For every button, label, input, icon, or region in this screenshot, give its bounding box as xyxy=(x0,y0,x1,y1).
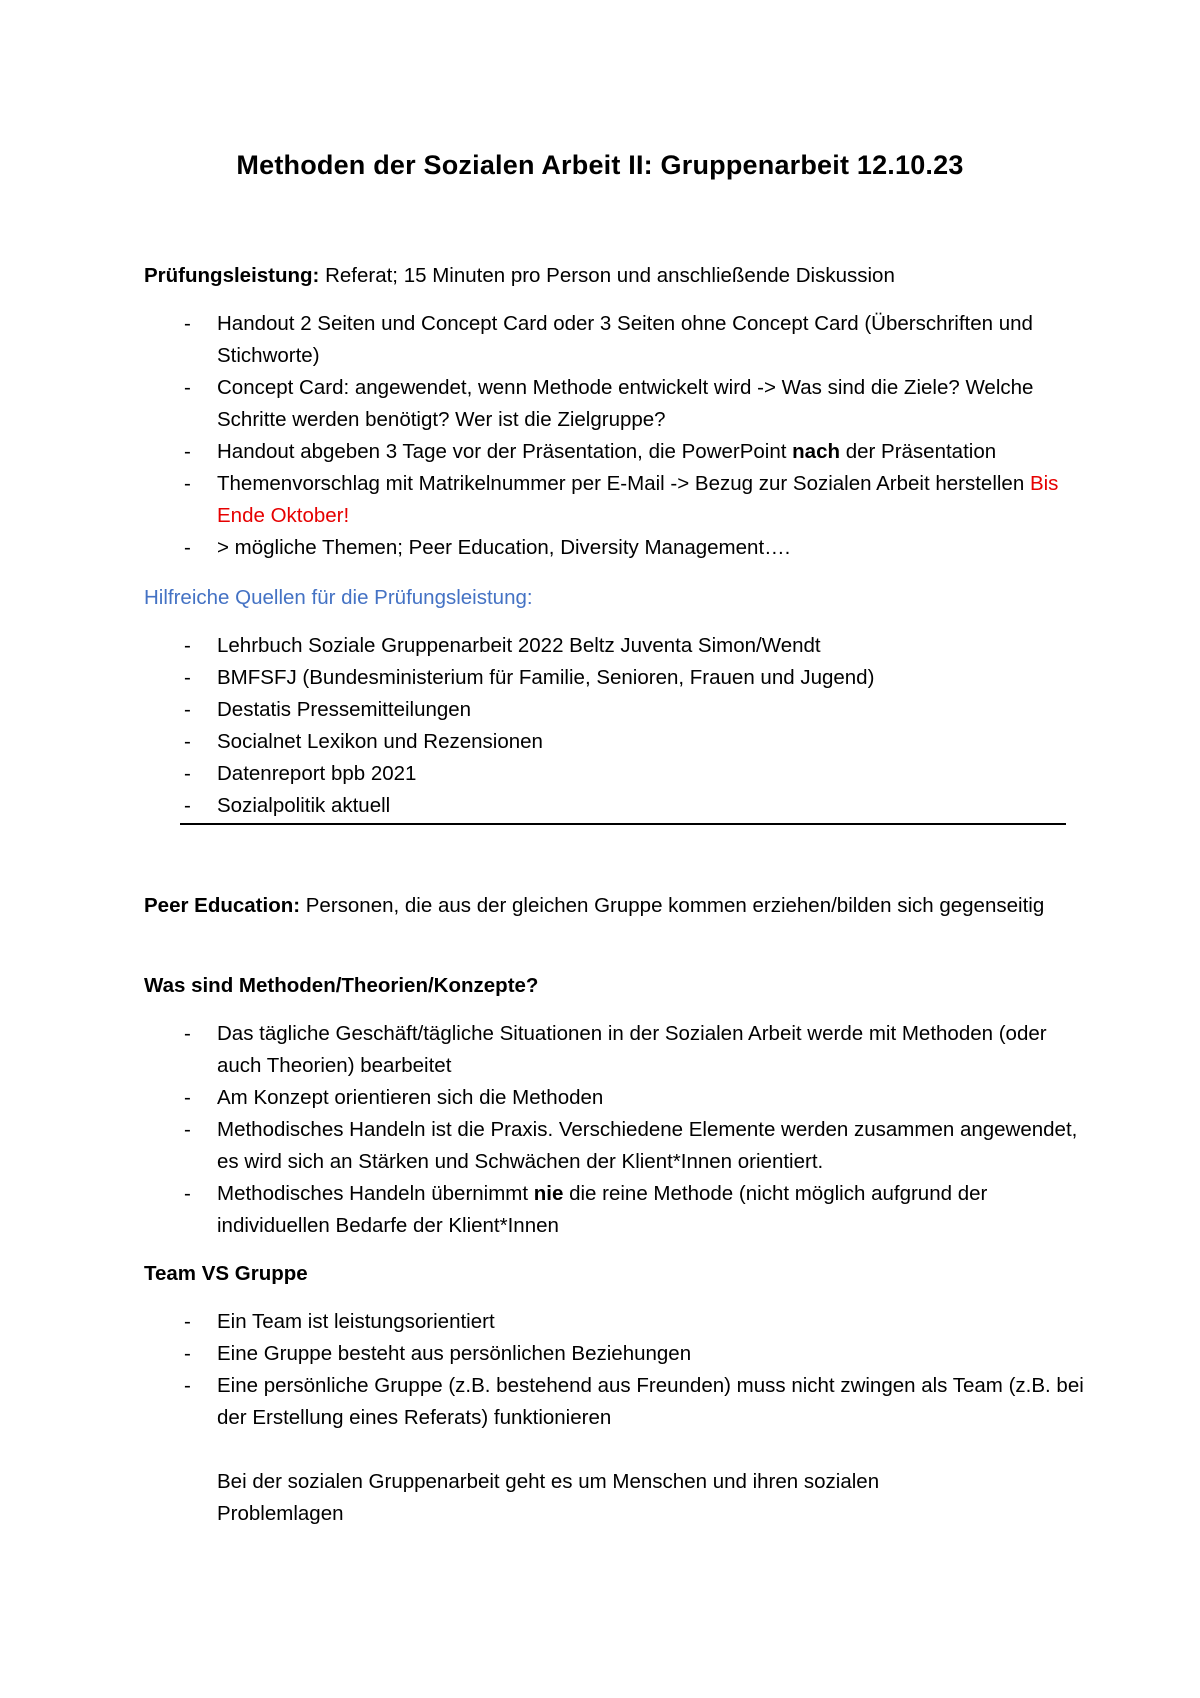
list-item xyxy=(144,694,1084,726)
dash-bullet: - xyxy=(184,1182,191,1205)
dash-bullet: - xyxy=(184,762,191,785)
emphasis-nach: nach xyxy=(792,440,841,463)
peer-label: Peer Education: xyxy=(144,894,301,917)
dash-bullet: - xyxy=(184,536,191,559)
list-item-text-end: die reine Methode (nicht möglich aufgrund der individuellen Bedarfe der Klient*Innen xyxy=(217,1182,988,1237)
methoden-heading: Was sind Methoden/Theorien/Konzepte? xyxy=(144,974,539,997)
list-item xyxy=(144,372,1084,436)
peer-paragraph xyxy=(144,890,1074,922)
list-item xyxy=(144,436,1084,468)
dash-bullet: - xyxy=(184,1022,191,1045)
pruefung-text: Referat; 15 Minuten pro Person und anschließende Diskussion xyxy=(319,264,895,287)
list-item-text: Datenreport bpb 2021 xyxy=(217,762,417,785)
dash-bullet: - xyxy=(184,440,191,463)
list-item xyxy=(144,308,1084,372)
dash-bullet: - xyxy=(184,312,191,335)
list-item-text-end: der Präsentation xyxy=(840,440,997,463)
dash-bullet: - xyxy=(184,1374,191,1397)
list-item xyxy=(144,1370,1084,1434)
list-item-text: Concept Card: angewendet, wenn Methode entwickelt wird -> Was sind die Ziele? Welche Schritte werden benötigt? Wer ist die Zielgruppe? xyxy=(217,376,1034,431)
list-item-text: Am Konzept orientieren sich die Methoden xyxy=(217,1086,604,1109)
emphasis-nie: nie xyxy=(533,1182,564,1205)
section-divider xyxy=(180,823,1066,825)
dash-bullet: - xyxy=(184,1310,191,1333)
list-item-text: Eine Gruppe besteht aus persönlichen Beziehungen xyxy=(217,1342,692,1365)
list-item-text: Lehrbuch Soziale Gruppenarbeit 2022 Beltz Juventa Simon/Wendt xyxy=(217,634,821,657)
dash-bullet: - xyxy=(184,634,191,657)
list-item xyxy=(144,1082,1084,1114)
dash-bullet: - xyxy=(184,730,191,753)
list-item xyxy=(144,1114,1084,1178)
deadline-highlight: Bis Ende Oktober! xyxy=(217,472,1059,527)
list-item-text: BMFSFJ (Bundesministerium für Familie, Senioren, Frauen und Jugend) xyxy=(217,666,875,689)
pruefung-paragraph xyxy=(144,260,1074,292)
requirements-list xyxy=(144,308,1084,564)
peer-text: Personen, die aus der gleichen Gruppe kommen erziehen/bilden sich gegenseitig xyxy=(300,894,1045,917)
dash-bullet: - xyxy=(184,666,191,689)
list-item-text: Ein Team ist leistungsorientiert xyxy=(217,1310,495,1333)
dash-bullet: - xyxy=(184,1342,191,1365)
list-item-text: Das tägliche Geschäft/tägliche Situationen in der Sozialen Arbeit werde mit Methoden (oder auch Theorien) bearbeitet xyxy=(217,1022,1047,1077)
methods-list xyxy=(144,1018,1084,1242)
list-item-text: Handout 2 Seiten und Concept Card oder 3 Seiten ohne Concept Card (Überschriften und Stichworte) xyxy=(217,312,1033,367)
pruefung-label: Prüfungsleistung: xyxy=(144,264,320,287)
list-item xyxy=(144,758,1084,790)
list-item xyxy=(144,1178,1084,1242)
dash-bullet: - xyxy=(184,376,191,399)
list-item-text: Socialnet Lexikon und Rezensionen xyxy=(217,730,543,753)
list-item xyxy=(144,1338,1084,1370)
list-item xyxy=(144,790,1084,822)
team-heading: Team VS Gruppe xyxy=(144,1262,308,1285)
list-item-text: > mögliche Themen; Peer Education, Diversity Management…. xyxy=(217,536,791,559)
list-item-text: Destatis Pressemitteilungen xyxy=(217,698,472,721)
dash-bullet: - xyxy=(184,698,191,721)
quellen-heading: Hilfreiche Quellen für die Prüfungsleistung: xyxy=(144,586,533,609)
dash-bullet: - xyxy=(184,1118,191,1141)
list-item xyxy=(144,630,1084,662)
list-item-text: Themenvorschlag mit Matrikelnummer per E-Mail -> Bezug zur Sozialen Arbeit herstellen xyxy=(217,472,1030,495)
team-list xyxy=(144,1306,1084,1434)
list-item-text: Methodisches Handeln ist die Praxis. Verschiedene Elemente werden zusammen angewendet, es wird sich an Stärken und Schwächen der Klient*Innen orientiert. xyxy=(217,1118,1078,1173)
sources-list xyxy=(144,630,1084,822)
list-item-text: Handout abgeben 3 Tage vor der Präsentation, die PowerPoint xyxy=(217,440,793,463)
list-item-text: Sozialpolitik aktuell xyxy=(217,794,391,817)
page-title: Methoden der Sozialen Arbeit II: Gruppenarbeit 12.10.23 xyxy=(236,150,964,180)
list-item xyxy=(144,468,1084,532)
list-item xyxy=(144,726,1084,758)
list-item xyxy=(144,532,1084,564)
list-item-text: Eine persönliche Gruppe (z.B. bestehend aus Freunden) muss nicht zwingen als Team (z.B. bei der Erstellung eines Referats) funktionieren xyxy=(217,1374,1084,1429)
list-item-text: Methodisches Handeln übernimmt xyxy=(217,1182,534,1205)
dash-bullet: - xyxy=(184,794,191,817)
closing-paragraph: Bei der sozialen Gruppenarbeit geht es um Menschen und ihren sozialen Problemlagen xyxy=(217,1470,880,1525)
dash-bullet: - xyxy=(184,472,191,495)
list-item xyxy=(144,662,1084,694)
list-item xyxy=(144,1018,1084,1082)
dash-bullet: - xyxy=(184,1086,191,1109)
list-item xyxy=(144,1306,1084,1338)
